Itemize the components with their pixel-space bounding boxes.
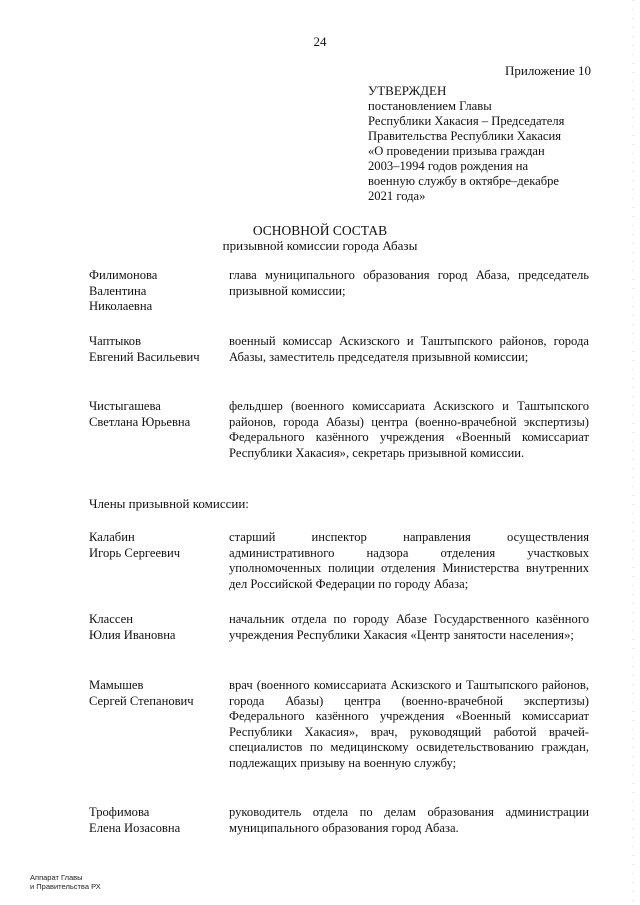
appendix-label: Приложение 10 <box>504 63 591 78</box>
member-name: Филимонова Валентина Николаевна <box>89 268 158 313</box>
member-role: врач (военного комиссариата Аскизского и Таштыпского районов, города Абазы) центра (военно-врачебной экспертизы) Федерального казённого учреждения «Военный комиссариат Республики Хакасия», врач, руководящий работой врачей-специалистов по медицинскому освидетельствованию граждан, подлежащих призыву на военную службу; <box>229 678 589 770</box>
member-role: фельдшер (военного комиссариата Аскизского и Таштыпского районов, города Абазы) центра (военно-врачебной экспертизы) Федерального казённого учреждения «Военный комиссариат Республики Хакасия», секретарь призывной комиссии. <box>229 399 589 460</box>
member-name: Чистыгашева Светлана Юрьевна <box>89 399 191 429</box>
member-name: Чаптыков Евгений Васильевич <box>89 334 200 364</box>
approval-line: 2021 года» <box>368 189 426 203</box>
member-role: глава муниципального образования город Абаза, председатель призывной комиссии; <box>229 268 589 298</box>
approval-line: 2003–1994 годов рождения на <box>368 159 529 173</box>
office-stamp: Аппарат Главы и Правительства РХ <box>30 873 101 891</box>
member-name: Трофимова Елена Иозасовна <box>89 805 181 835</box>
approval-line: военную службу в октябре–декабре <box>368 174 560 188</box>
document-title: ОСНОВНОЙ СОСТАВ <box>252 223 388 238</box>
scan-margin-artifact <box>632 0 634 905</box>
member-name: Мамышев Сергей Степанович <box>89 678 194 708</box>
member-role: военный комиссар Аскизского и Таштыпского районов, города Абазы, заместитель председателя призывной комиссии; <box>229 334 589 364</box>
document-subtitle: призывной комиссии города Абазы <box>222 238 418 253</box>
approval-line: Правительства Республики Хакасия <box>368 129 562 143</box>
member-role: руководитель отдела по делам образования администрации муниципального образования город Абаза. <box>229 805 589 835</box>
member-name: Классен Юлия Ивановна <box>89 612 176 642</box>
page-number: 24 <box>313 34 327 49</box>
member-role: начальник отдела по городу Абазе Государственного казённого учреждения Республики Хакасия «Центр занятости населения»; <box>229 612 589 642</box>
approval-line: Республики Хакасия – Председателя <box>368 114 565 128</box>
members-heading: Члены призывной комиссии: <box>89 496 249 511</box>
member-name: Калабин Игорь Сергеевич <box>89 530 181 560</box>
approval-line: постановлением Главы <box>368 99 492 113</box>
approval-line: «О проведении призыва граждан <box>368 144 545 158</box>
approval-block <box>368 83 598 204</box>
member-role: старший инспектор направления осуществления административного надзора отделения участковых уполномоченных полиции отделения Министерства внутренних дел Российской Федерации по городу Абаза; <box>229 530 589 591</box>
approval-title: УТВЕРЖДЕН <box>368 83 447 98</box>
